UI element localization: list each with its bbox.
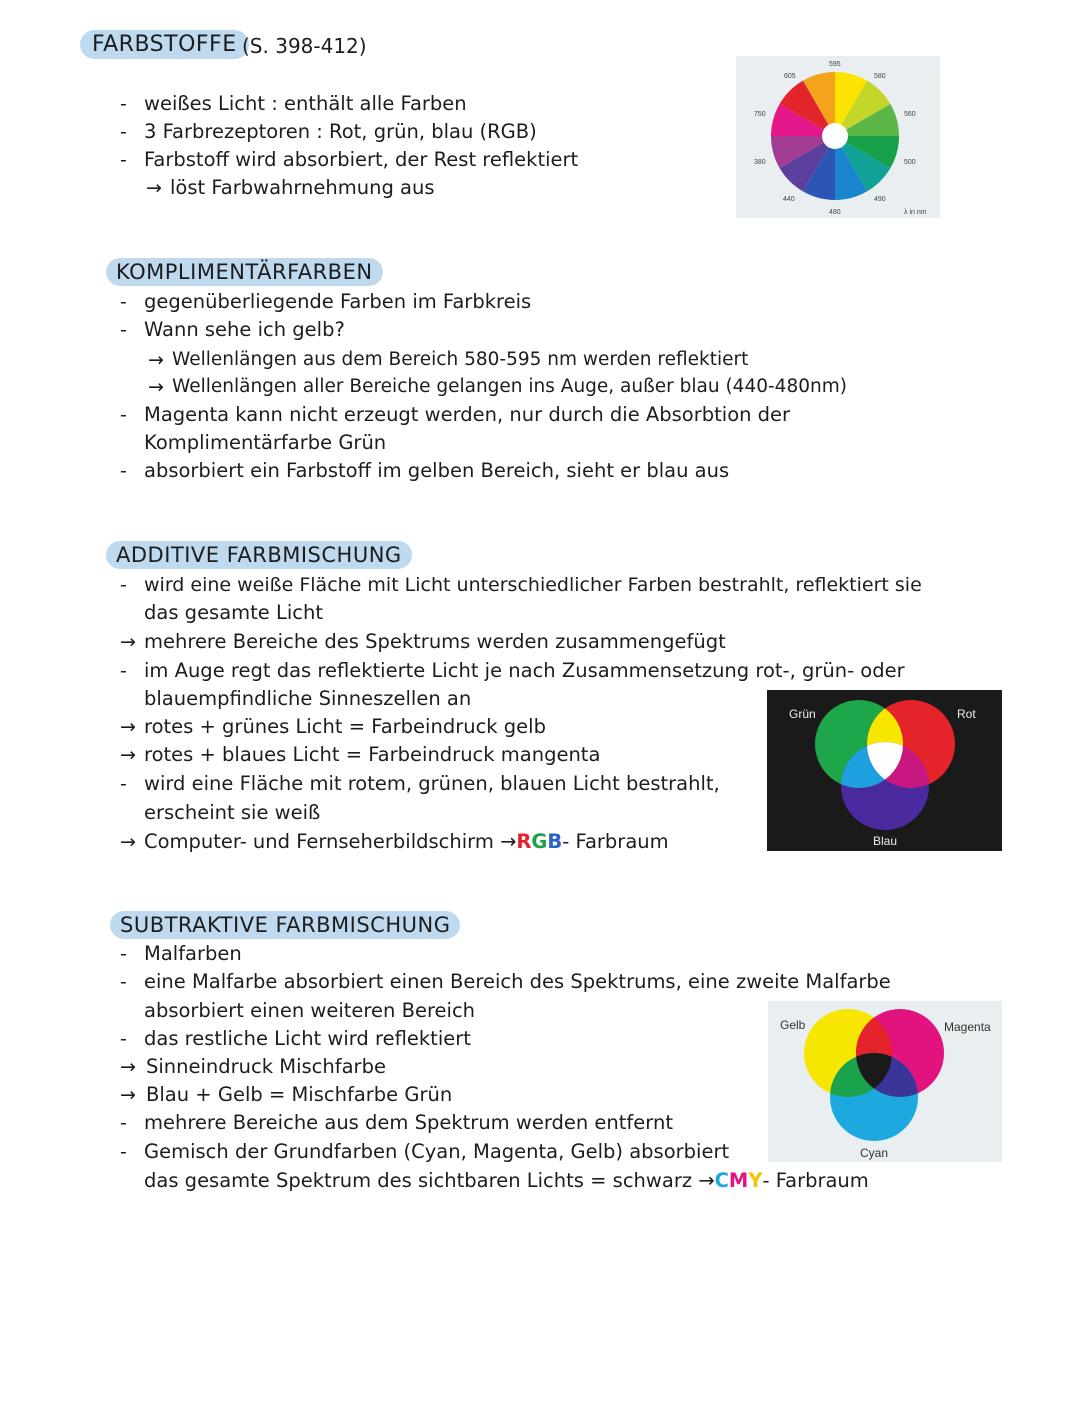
bullet-dash: - bbox=[120, 149, 127, 171]
wheel-center bbox=[822, 123, 848, 149]
subtractive-label-gelb: Gelb bbox=[780, 1018, 806, 1032]
text-line: rotes + blaues Licht = Farbeindruck mangenta bbox=[144, 743, 601, 766]
text-line: löst Farbwahrnehmung aus bbox=[170, 176, 435, 199]
text-line: rotes + grünes Licht = Farbeindruck gelb bbox=[144, 715, 546, 738]
wheel-unit-label: λ in nm bbox=[904, 209, 927, 216]
text-line: absorbiert einen weiteren Bereich bbox=[144, 999, 476, 1022]
text-line: 3 Farbrezeptoren : Rot, grün, blau (RGB) bbox=[144, 120, 537, 143]
wheel-label: 500 bbox=[904, 159, 916, 166]
bullet-dash: - bbox=[120, 773, 127, 795]
text-fragment: - Farbraum bbox=[762, 1169, 869, 1192]
wheel-label: 480 bbox=[829, 209, 841, 216]
bullet-dash: - bbox=[120, 404, 127, 426]
text-line: wird eine Fläche mit rotem, grünen, blauen Licht bestrahlt, bbox=[144, 772, 720, 795]
text-fragment: das gesamte Spektrum des sichtbaren Lichts = schwarz → bbox=[144, 1169, 715, 1192]
text-line: erscheint sie weiß bbox=[144, 801, 321, 824]
subtractive-label-magenta: Magenta bbox=[944, 1020, 991, 1034]
page-reference: (S. 398-412) bbox=[242, 34, 367, 58]
text-line-cmy bbox=[144, 1167, 869, 1195]
bullet-arrow: → bbox=[120, 1056, 136, 1078]
text-line: eine Malfarbe absorbiert einen Bereich des Spektrums, eine zweite Malfarbe bbox=[144, 970, 891, 993]
bullet-dash: - bbox=[120, 121, 127, 143]
bullet-dash: - bbox=[120, 1141, 127, 1163]
subtractive-label-cyan: Cyan bbox=[860, 1146, 889, 1160]
text-line: mehrere Bereiche des Spektrums werden zusammengefügt bbox=[144, 630, 726, 653]
subtractive-mixing-figure bbox=[768, 1001, 1002, 1162]
additive-mixing-figure bbox=[767, 690, 1002, 851]
bullet-arrow: → bbox=[120, 631, 136, 653]
text-line: mehrere Bereiche aus dem Spektrum werden entfernt bbox=[144, 1111, 673, 1134]
text-line-rgb bbox=[144, 828, 669, 856]
wheel-label: 595 bbox=[829, 61, 841, 68]
text-line: Wellenlängen aus dem Bereich 580-595 nm werden reflektiert bbox=[172, 349, 749, 370]
text-line: gegenüberliegende Farben im Farbkreis bbox=[144, 290, 532, 313]
text-line: Farbstoff wird absorbiert, der Rest reflektiert bbox=[144, 148, 579, 171]
bullet-arrow: → bbox=[146, 177, 162, 199]
bullet-arrow: → bbox=[120, 744, 136, 766]
wheel-label: 580 bbox=[874, 73, 886, 80]
text-line: Sinneindruck Mischfarbe bbox=[146, 1055, 386, 1078]
bullet-arrow: → bbox=[120, 831, 136, 853]
cmy-letter-m: M bbox=[728, 1169, 749, 1192]
section-title-additiv: ADDITIVE FARBMISCHUNG bbox=[106, 541, 412, 569]
bullet-dash: - bbox=[120, 1112, 127, 1134]
bullet-arrow: → bbox=[148, 349, 164, 371]
rgb-letter-r: R bbox=[516, 830, 532, 853]
text-line: das gesamte Licht bbox=[144, 601, 324, 624]
bullet-dash: - bbox=[120, 291, 127, 313]
bullet-dash: - bbox=[120, 574, 127, 596]
section-title-komplimentaer: KOMPLIMENTÄRFARBEN bbox=[106, 258, 383, 286]
rgb-letter-b: B bbox=[547, 830, 563, 853]
text-fragment: Computer- und Fernseherbildschirm → bbox=[144, 830, 517, 853]
bullet-dash: - bbox=[120, 93, 127, 115]
color-wheel-svg bbox=[736, 56, 940, 218]
bullet-dash: - bbox=[120, 943, 127, 965]
bullet-dash: - bbox=[120, 1028, 127, 1050]
wheel-label: 560 bbox=[904, 111, 916, 118]
wheel-label: 380 bbox=[754, 159, 766, 166]
text-line: Wann sehe ich gelb? bbox=[144, 318, 345, 341]
additive-label-rot: Rot bbox=[957, 707, 976, 721]
bullet-arrow: → bbox=[148, 376, 164, 398]
text-line: im Auge regt das reflektierte Licht je nach Zusammensetzung rot-, grün- oder bbox=[144, 659, 905, 682]
rgb-letter-g: G bbox=[531, 830, 548, 853]
bullet-dash: - bbox=[120, 660, 127, 682]
additive-label-blau: Blau bbox=[873, 834, 898, 848]
text-line: wird eine weiße Fläche mit Licht unterschiedlicher Farben bestrahlt, reflektiert sie bbox=[144, 574, 922, 596]
bullet-dash: - bbox=[120, 971, 127, 993]
wheel-label: 490 bbox=[874, 196, 886, 203]
text-line: Malfarben bbox=[144, 942, 242, 965]
subtractive-mixing-svg bbox=[768, 1001, 1002, 1162]
text-line: Magenta kann nicht erzeugt werden, nur durch die Absorbtion der bbox=[144, 403, 791, 426]
text-line: das restliche Licht wird reflektiert bbox=[144, 1027, 471, 1050]
page-title: FARBSTOFFE bbox=[80, 30, 249, 59]
wheel-label: 440 bbox=[783, 196, 795, 203]
wheel-label: 605 bbox=[784, 73, 796, 80]
additive-label-gruen: Grün bbox=[789, 707, 816, 721]
text-fragment: - Farbraum bbox=[562, 830, 669, 853]
text-line: blauempfindliche Sinneszellen an bbox=[144, 687, 472, 710]
section-title-subtraktiv: SUBTRAKTIVE FARBMISCHUNG bbox=[110, 911, 460, 939]
text-line: Gemisch der Grundfarben (Cyan, Magenta, Gelb) absorbiert bbox=[144, 1140, 730, 1163]
text-line: Wellenlängen aller Bereiche gelangen ins Auge, außer blau (440-480nm) bbox=[172, 376, 847, 397]
bullet-dash: - bbox=[120, 460, 127, 482]
cmy-letter-y: Y bbox=[748, 1169, 763, 1192]
additive-mixing-svg bbox=[767, 690, 1002, 851]
color-wheel-figure bbox=[736, 56, 940, 218]
text-line: absorbiert ein Farbstoff im gelben Bereich, sieht er blau aus bbox=[144, 459, 730, 482]
text-line: Blau + Gelb = Mischfarbe Grün bbox=[146, 1083, 453, 1106]
cmy-letter-c: C bbox=[714, 1169, 729, 1192]
bullet-arrow: → bbox=[120, 1084, 136, 1106]
bullet-arrow: → bbox=[120, 716, 136, 738]
text-line: Komplimentärfarbe Grün bbox=[144, 431, 387, 454]
wheel-label: 750 bbox=[754, 111, 766, 118]
bullet-dash: - bbox=[120, 319, 127, 341]
text-line: weißes Licht : enthält alle Farben bbox=[144, 92, 467, 115]
